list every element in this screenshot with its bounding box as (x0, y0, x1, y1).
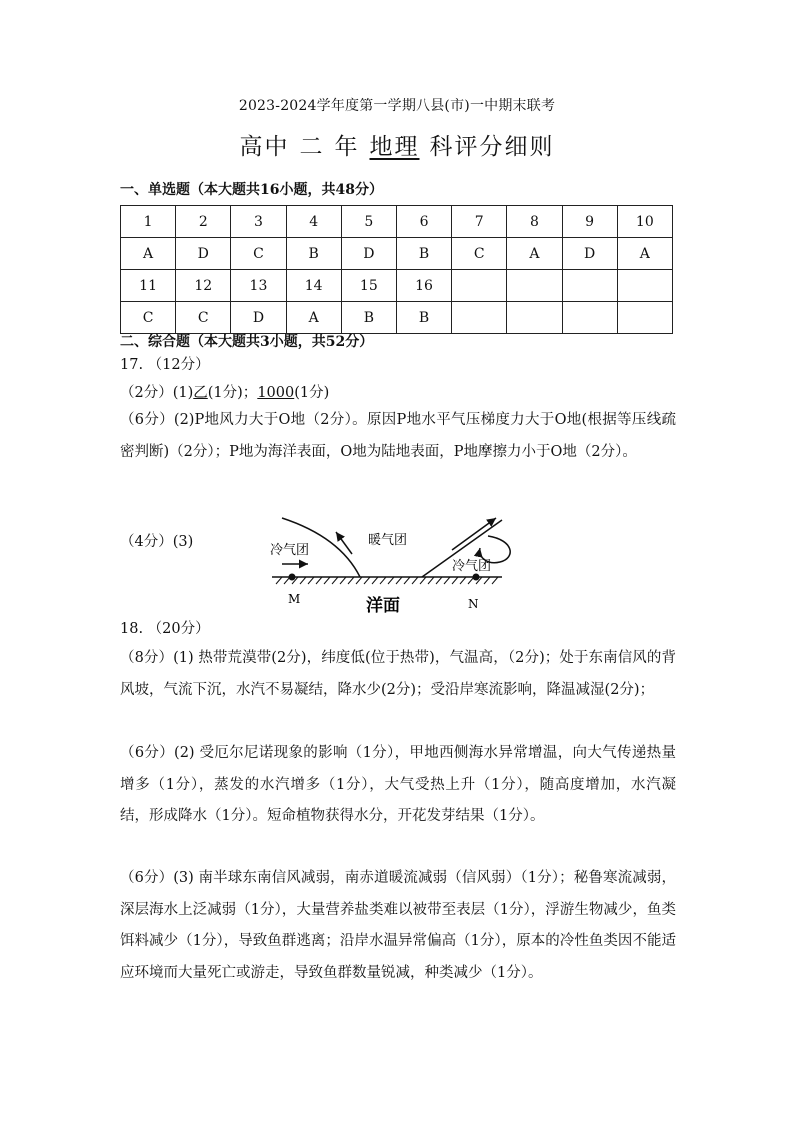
table-cell (617, 270, 672, 302)
title-year: 年 (334, 134, 360, 160)
air-mass-diagram (262, 512, 512, 614)
table-cell: B (396, 238, 451, 270)
table-cell: D (341, 238, 396, 270)
table-cell (562, 302, 617, 334)
q17-label: 17. （12分） (120, 357, 210, 373)
table-cell: 5 (341, 206, 396, 238)
table-row (121, 302, 673, 334)
label-point-m: M (288, 592, 301, 606)
table-row (121, 270, 673, 302)
q18-label: 18. （20分） (120, 621, 210, 637)
table-cell: 2 (176, 206, 231, 238)
label-point-n: N (468, 597, 479, 611)
table-cell (507, 270, 562, 302)
q17-part1-prefix: （2分）(1) (120, 385, 194, 401)
table-cell: B (341, 302, 396, 334)
table-row (121, 206, 673, 238)
label-cold-air-left: 冷气团 (270, 543, 310, 558)
rising-air-arrow-left (336, 532, 352, 554)
q17-part1-score-2: (1分) (294, 385, 330, 401)
table-cell: D (176, 238, 231, 270)
q18-part2: （6分）(2) 受厄尔尼诺现象的影响（1分），甲地西侧海水异常增温，向大气传递热量增多（1分），蒸发的水汽增多（1分），大气受热上升（1分），随高度增加，水汽凝结，形成降水（1分）。短命植物获得水分，开花发芽结果（1分）。 (120, 745, 676, 824)
q17-part3: （4分）(3) (120, 534, 194, 550)
table-cell: D (562, 238, 617, 270)
exam-title: 2023-2024学年度第一学期八县(市)一中期末联考 (238, 98, 556, 114)
table-cell: 6 (396, 206, 451, 238)
title-part-2: 科评分细则 (429, 134, 555, 160)
table-cell: A (121, 238, 176, 270)
q17-part1 (120, 381, 329, 402)
table-row (121, 238, 673, 270)
table-cell: B (286, 238, 341, 270)
q17-answer-2: 1000 (257, 385, 295, 401)
table-cell (507, 302, 562, 334)
table-cell: C (231, 238, 286, 270)
table-cell: 3 (231, 206, 286, 238)
table-cell: 13 (231, 270, 286, 302)
table-cell: C (121, 302, 176, 334)
rising-air-arrow-right (452, 518, 496, 550)
point-m-marker (289, 574, 296, 581)
table-cell (452, 302, 507, 334)
title-grade: 二 (299, 134, 325, 160)
q17-part1-score: (1分)； (207, 385, 258, 401)
document-title (0, 128, 794, 161)
table-cell (617, 302, 672, 334)
q18-part1: （8分）(1) 热带荒漠带(2分)，纬度低(位于热带)，气温高，（2分)；处于东南信风的背风坡，气流下沉，水汽不易凝结，降水少(2分)；受沿岸寒流影响，降温减湿(2分)； (120, 650, 676, 698)
point-n-marker (473, 574, 480, 581)
table-cell: C (452, 238, 507, 270)
table-cell: 15 (341, 270, 396, 302)
table-cell: C (176, 302, 231, 334)
answer-table (120, 205, 673, 334)
table-cell: 7 (452, 206, 507, 238)
table-cell: A (507, 238, 562, 270)
table-cell: 10 (617, 206, 672, 238)
table-cell: 8 (507, 206, 562, 238)
q17-part2: （6分）(2)P地风力大于O地（2分）。原因P地水平气压梯度力大于O地(根据等压线疏密判断)（2分）；P地为海洋表面，O地为陆地表面，P地摩擦力小于O地（2分）。 (120, 412, 676, 460)
title-part-1: 高中 (239, 134, 290, 160)
section2-heading: 二、综合题（本大题共3小题，共52分） (120, 334, 374, 350)
table-cell: 11 (121, 270, 176, 302)
label-sea-surface: 洋面 (366, 596, 400, 614)
table-cell: D (231, 302, 286, 334)
sea-hatching (276, 577, 498, 584)
table-cell (452, 270, 507, 302)
table-cell (562, 270, 617, 302)
table-cell: A (617, 238, 672, 270)
table-cell: 9 (562, 206, 617, 238)
section1-heading: 一、单选题（本大题共16小题，共48分） (120, 182, 383, 198)
table-cell: 16 (396, 270, 451, 302)
label-cold-air-right: 冷气团 (452, 559, 492, 574)
q17-answer-1: 乙 (193, 385, 208, 401)
table-cell: 4 (286, 206, 341, 238)
title-subject: 地理 (369, 134, 420, 160)
table-cell: B (396, 302, 451, 334)
table-cell: A (286, 302, 341, 334)
table-cell: 1 (121, 206, 176, 238)
table-cell: 12 (176, 270, 231, 302)
label-warm-air: 暖气团 (368, 533, 408, 548)
table-cell: 14 (286, 270, 341, 302)
q18-part3: （6分）(3) 南半球东南信风减弱，南赤道暖流减弱（信风弱）（1分）；秘鲁寒流减弱，深层海水上泛减弱（1分），大量营养盐类难以被带至表层（1分），浮游生物减少，鱼类饵料减少（1分），导致鱼群逃离；沿岸水温异常偏高（1分），原本的冷性鱼类因不能适应环境而大量死亡或游走，导致鱼群数量锐减，种类减少（1分）。 (120, 870, 676, 981)
